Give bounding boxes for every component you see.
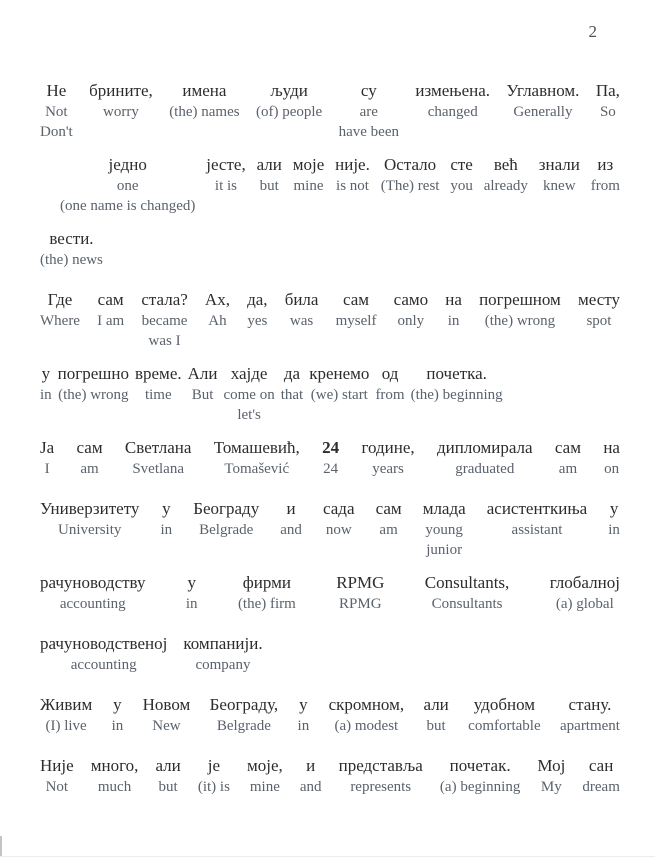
word-group	[40, 228, 103, 270]
gloss-word: (The) rest	[380, 178, 440, 194]
serbian-word: сам	[342, 290, 370, 309]
word-group	[40, 755, 74, 797]
word-group	[376, 498, 402, 560]
word-group	[361, 437, 414, 479]
gloss-word: Belgrade	[199, 522, 254, 538]
serbian-word: измењена.	[415, 81, 491, 100]
gloss-word: am	[558, 461, 578, 477]
word-group	[339, 80, 399, 142]
word-group	[596, 80, 620, 142]
gloss-word: (the) news	[40, 252, 103, 268]
gloss-word: (a) modest	[334, 718, 399, 734]
gloss-word: myself	[335, 313, 377, 329]
serbian-word: Али	[187, 364, 218, 383]
gloss-word: Not	[45, 779, 69, 795]
gloss-word: only	[397, 313, 425, 329]
gloss-word: in	[111, 718, 124, 734]
word-group	[40, 498, 139, 560]
word-group	[555, 437, 581, 479]
gloss-word: graduated	[455, 461, 515, 477]
gloss-word: in	[40, 387, 52, 403]
word-group	[155, 755, 180, 797]
serbian-word: асистенткиња	[486, 499, 588, 518]
serbian-word: брините,	[89, 81, 153, 100]
gloss-word: accounting	[70, 657, 137, 673]
word-group	[40, 80, 73, 142]
gloss-word: come on	[223, 387, 275, 403]
serbian-word: није.	[335, 155, 370, 174]
serbian-word: у	[113, 695, 122, 714]
serbian-word: сан	[588, 756, 614, 775]
gloss-word: already	[483, 178, 528, 194]
gloss-word: you	[450, 178, 473, 194]
serbian-word: почетка.	[426, 364, 487, 383]
serbian-word: да,	[247, 290, 268, 309]
word-group	[40, 363, 52, 425]
word-group	[97, 289, 124, 351]
word-group	[424, 694, 449, 736]
word-group	[339, 755, 423, 797]
verse-row	[40, 498, 620, 560]
gloss-word: worry	[103, 104, 139, 120]
word-group	[58, 363, 129, 425]
gloss-word: in	[160, 522, 173, 538]
gloss-word: in	[447, 313, 460, 329]
word-group	[169, 80, 239, 142]
gloss-word: RPMG	[339, 596, 382, 612]
gloss-word: much	[97, 779, 132, 795]
gloss-word: but	[426, 718, 446, 734]
gloss-word: and	[280, 522, 302, 538]
word-group	[336, 289, 377, 351]
word-group	[487, 498, 587, 560]
serbian-word: сам	[554, 438, 581, 457]
gloss-word: (of) people	[255, 104, 323, 120]
word-group	[205, 289, 230, 351]
word-group	[335, 154, 370, 216]
serbian-word: године,	[361, 438, 415, 457]
gloss-word: was	[289, 313, 314, 329]
gloss-word: dream	[582, 779, 620, 795]
serbian-word: сам	[76, 438, 103, 457]
serbian-word: почетак.	[449, 756, 511, 775]
word-group	[40, 437, 54, 479]
serbian-word: Углавном.	[506, 81, 580, 100]
gloss-word: Belgrade	[216, 718, 271, 734]
word-group	[550, 572, 620, 614]
gloss-word: (the) wrong	[484, 313, 556, 329]
serbian-word: су	[360, 81, 377, 100]
word-group	[89, 80, 153, 142]
verse-row	[40, 154, 620, 216]
word-group	[281, 363, 304, 425]
gloss-word: (the) names	[169, 104, 240, 120]
serbian-word: 24	[322, 438, 340, 457]
serbian-word: али	[155, 756, 181, 775]
gloss-word: became	[141, 313, 188, 329]
gloss-note: let's	[237, 407, 261, 423]
serbian-word: људи	[270, 81, 308, 100]
gloss-word: young	[425, 522, 463, 538]
gloss-word: Svetlana	[132, 461, 184, 477]
gloss-word: is not	[336, 178, 369, 194]
serbian-word: у	[187, 573, 196, 592]
gloss-word: am	[379, 522, 398, 538]
word-group	[468, 694, 540, 736]
word-group	[423, 498, 466, 560]
gloss-word: I am	[97, 313, 125, 329]
gloss-word: from	[375, 387, 405, 403]
word-group	[537, 755, 565, 797]
left-edge-scrollbar-fragment	[0, 836, 2, 856]
serbian-word: имена	[182, 81, 227, 100]
serbian-word: месту	[577, 290, 620, 309]
serbian-word: удобном	[473, 695, 536, 714]
word-group	[77, 437, 103, 479]
serbian-word: Не	[46, 81, 67, 100]
serbian-word: у	[609, 499, 619, 518]
gloss-word: spot	[586, 313, 612, 329]
word-group	[445, 289, 462, 351]
gloss-word: mine	[293, 178, 324, 194]
serbian-word: Београду	[193, 499, 260, 518]
word-group	[578, 289, 620, 351]
gloss-word: that	[280, 387, 304, 403]
serbian-word: је	[207, 756, 221, 775]
serbian-word: време.	[134, 364, 182, 383]
gloss-word: comfortable	[468, 718, 541, 734]
word-group	[40, 289, 80, 351]
word-group	[582, 755, 619, 797]
serbian-word: Светлана	[124, 438, 192, 457]
word-group	[160, 498, 172, 560]
serbian-word: сада	[323, 499, 355, 518]
serbian-word: сте	[450, 155, 473, 174]
word-group	[223, 363, 274, 425]
serbian-word: вести.	[49, 229, 94, 248]
gloss-word: accounting	[59, 596, 126, 612]
gloss-word: it is	[214, 178, 238, 194]
word-group	[381, 154, 440, 216]
word-group	[193, 498, 259, 560]
word-group	[91, 755, 139, 797]
word-group	[40, 633, 167, 675]
gloss-word: apartment	[560, 718, 620, 734]
gloss-word: yes	[247, 313, 268, 329]
gloss-note: Don't	[40, 124, 73, 140]
verse-row	[40, 80, 620, 142]
gloss-word: are	[359, 104, 378, 120]
serbian-word: једно	[108, 155, 147, 174]
serbian-word: али	[423, 695, 449, 714]
serbian-word: Живим	[40, 695, 93, 714]
gloss-word: am	[80, 461, 99, 477]
word-group	[135, 363, 182, 425]
word-group	[506, 80, 579, 142]
gloss-word: Not	[45, 104, 68, 120]
gloss-word: I	[44, 461, 50, 477]
verse-row	[40, 694, 620, 736]
word-group	[539, 154, 580, 216]
word-group	[214, 437, 300, 479]
verse-row	[40, 437, 620, 479]
gloss-word: now	[325, 522, 352, 538]
gloss-word: years	[372, 461, 404, 477]
serbian-word: моје,	[247, 756, 283, 775]
gloss-word: (the) firm	[237, 596, 296, 612]
gloss-word: but	[259, 178, 279, 194]
serbian-word: и	[286, 499, 296, 518]
word-group	[336, 572, 384, 614]
gloss-note: have been	[338, 124, 399, 140]
serbian-word: Универзитету	[40, 499, 140, 518]
word-group	[479, 289, 561, 351]
gloss-word: 24	[323, 461, 339, 477]
serbian-word: RPMG	[336, 573, 385, 592]
word-group	[425, 572, 510, 614]
word-group	[450, 154, 473, 216]
serbian-word: стала?	[141, 290, 188, 309]
word-group	[440, 755, 520, 797]
word-group	[560, 694, 620, 736]
gloss-note: (one name is changed)	[60, 198, 196, 214]
gloss-word: but	[158, 779, 178, 795]
serbian-word: само	[393, 290, 429, 309]
serbian-word: у	[41, 364, 51, 383]
verse-row	[40, 633, 620, 675]
serbian-word: јесте,	[206, 155, 246, 174]
word-group	[375, 363, 404, 425]
word-group	[247, 755, 283, 797]
page-number: 2	[588, 22, 597, 41]
word-group	[256, 80, 322, 142]
gloss-word: from	[590, 178, 620, 194]
word-group	[210, 694, 279, 736]
gloss-word: (a) beginning	[439, 779, 521, 795]
word-group	[293, 154, 325, 216]
gloss-word: (I) live	[45, 718, 87, 734]
gloss-word: But	[191, 387, 214, 403]
serbian-word: била	[284, 290, 319, 309]
word-group	[141, 289, 187, 351]
serbian-word: и	[306, 756, 316, 775]
serbian-word: моје	[292, 155, 325, 174]
word-group	[411, 363, 503, 425]
gloss-note: was I	[148, 333, 181, 349]
serbian-word: Новом	[142, 695, 191, 714]
gloss-word: Ah	[208, 313, 227, 329]
serbian-word: знали	[538, 155, 580, 174]
serbian-word: много,	[90, 756, 139, 775]
word-group	[394, 289, 429, 351]
word-group	[60, 154, 195, 216]
gloss-word: Where	[40, 313, 80, 329]
serbian-word: али	[256, 155, 282, 174]
serbian-word: у	[299, 695, 308, 714]
gloss-word: (it) is	[197, 779, 230, 795]
word-group	[298, 694, 310, 736]
word-group	[280, 498, 302, 560]
serbian-word: компанији.	[183, 634, 263, 653]
gloss-word: So	[599, 104, 616, 120]
serbian-word: на	[445, 290, 462, 309]
word-group	[484, 154, 528, 216]
serbian-word: стану.	[568, 695, 612, 714]
word-group	[323, 498, 355, 560]
serbian-word: рачуноводству	[40, 573, 146, 592]
gloss-word: in	[608, 522, 620, 538]
gloss-word: University	[58, 522, 122, 538]
serbian-word: Ја	[40, 438, 55, 457]
word-group	[322, 437, 339, 479]
serbian-word: рачуноводственој	[40, 634, 168, 653]
word-group	[40, 572, 146, 614]
gloss-word: (the) wrong	[58, 387, 129, 403]
gloss-word: (the) beginning	[410, 387, 503, 403]
serbian-word: млада	[422, 499, 466, 518]
word-group	[247, 289, 267, 351]
gloss-word: knew	[543, 178, 576, 194]
gloss-word: company	[195, 657, 251, 673]
word-group	[415, 80, 490, 142]
serbian-word: Па,	[595, 81, 620, 100]
word-group	[300, 755, 322, 797]
serbian-word: већ	[493, 155, 518, 174]
gloss-word: Generally	[513, 104, 573, 120]
serbian-word: Где	[47, 290, 73, 309]
gloss-word: mine	[249, 779, 280, 795]
serbian-word: фирми	[242, 573, 291, 592]
verse-row	[40, 363, 620, 425]
serbian-word: Није	[40, 756, 74, 775]
serbian-word: Мој	[537, 756, 566, 775]
gloss-word: changed	[427, 104, 478, 120]
word-group	[143, 694, 191, 736]
gloss-word: Tomašević	[224, 461, 290, 477]
gloss-word: (we) start	[310, 387, 368, 403]
serbian-word: погрешно	[57, 364, 129, 383]
gloss-word: time	[144, 387, 172, 403]
gloss-word: represents	[350, 779, 412, 795]
word-group	[329, 694, 405, 736]
serbian-word: Остало	[384, 155, 437, 174]
gloss-word: in	[185, 596, 198, 612]
serbian-word: Београду,	[209, 695, 279, 714]
word-group	[125, 437, 192, 479]
serbian-word: на	[603, 438, 620, 457]
word-group	[608, 498, 620, 560]
gloss-word: Consultants	[431, 596, 503, 612]
serbian-word: кренемо	[309, 364, 370, 383]
serbian-word: сам	[97, 290, 124, 309]
word-group	[309, 363, 369, 425]
gloss-word: one	[116, 178, 139, 194]
word-group	[183, 633, 262, 675]
gloss-note: junior	[426, 542, 463, 558]
word-group	[198, 755, 230, 797]
verse-row	[40, 755, 620, 797]
serbian-word: представља	[338, 756, 423, 775]
word-group	[437, 437, 533, 479]
word-group	[40, 694, 92, 736]
serbian-word: Ах,	[204, 290, 230, 309]
verse-row	[40, 572, 620, 614]
serbian-word: из	[597, 155, 614, 174]
serbian-word: скромном,	[328, 695, 405, 714]
serbian-word: хајде	[230, 364, 268, 383]
serbian-word: у	[162, 499, 171, 518]
word-group	[603, 437, 620, 479]
word-group	[112, 694, 124, 736]
gloss-word: My	[540, 779, 562, 795]
gloss-word: and	[299, 779, 322, 795]
serbian-word: погрешном	[479, 290, 561, 309]
gloss-word: (a) global	[555, 596, 614, 612]
serbian-word: глобалној	[549, 573, 620, 592]
word-group	[238, 572, 296, 614]
word-group	[285, 289, 319, 351]
gloss-word: assistant	[511, 522, 563, 538]
serbian-word: од	[381, 364, 399, 383]
verse-row	[40, 228, 620, 270]
gloss-word: New	[152, 718, 181, 734]
gloss-word: in	[297, 718, 310, 734]
word-group	[591, 154, 620, 216]
word-group	[186, 572, 198, 614]
word-group	[206, 154, 245, 216]
serbian-word: сам	[375, 499, 402, 518]
interlinear-text-body	[40, 80, 620, 816]
serbian-word: дипломирала	[436, 438, 533, 457]
word-group	[257, 154, 282, 216]
word-group	[188, 363, 218, 425]
serbian-word: Consultants,	[424, 573, 510, 592]
serbian-word: да	[283, 364, 301, 383]
gloss-word: on	[604, 461, 620, 477]
serbian-word: Томашевић,	[213, 438, 300, 457]
verse-row	[40, 289, 620, 351]
